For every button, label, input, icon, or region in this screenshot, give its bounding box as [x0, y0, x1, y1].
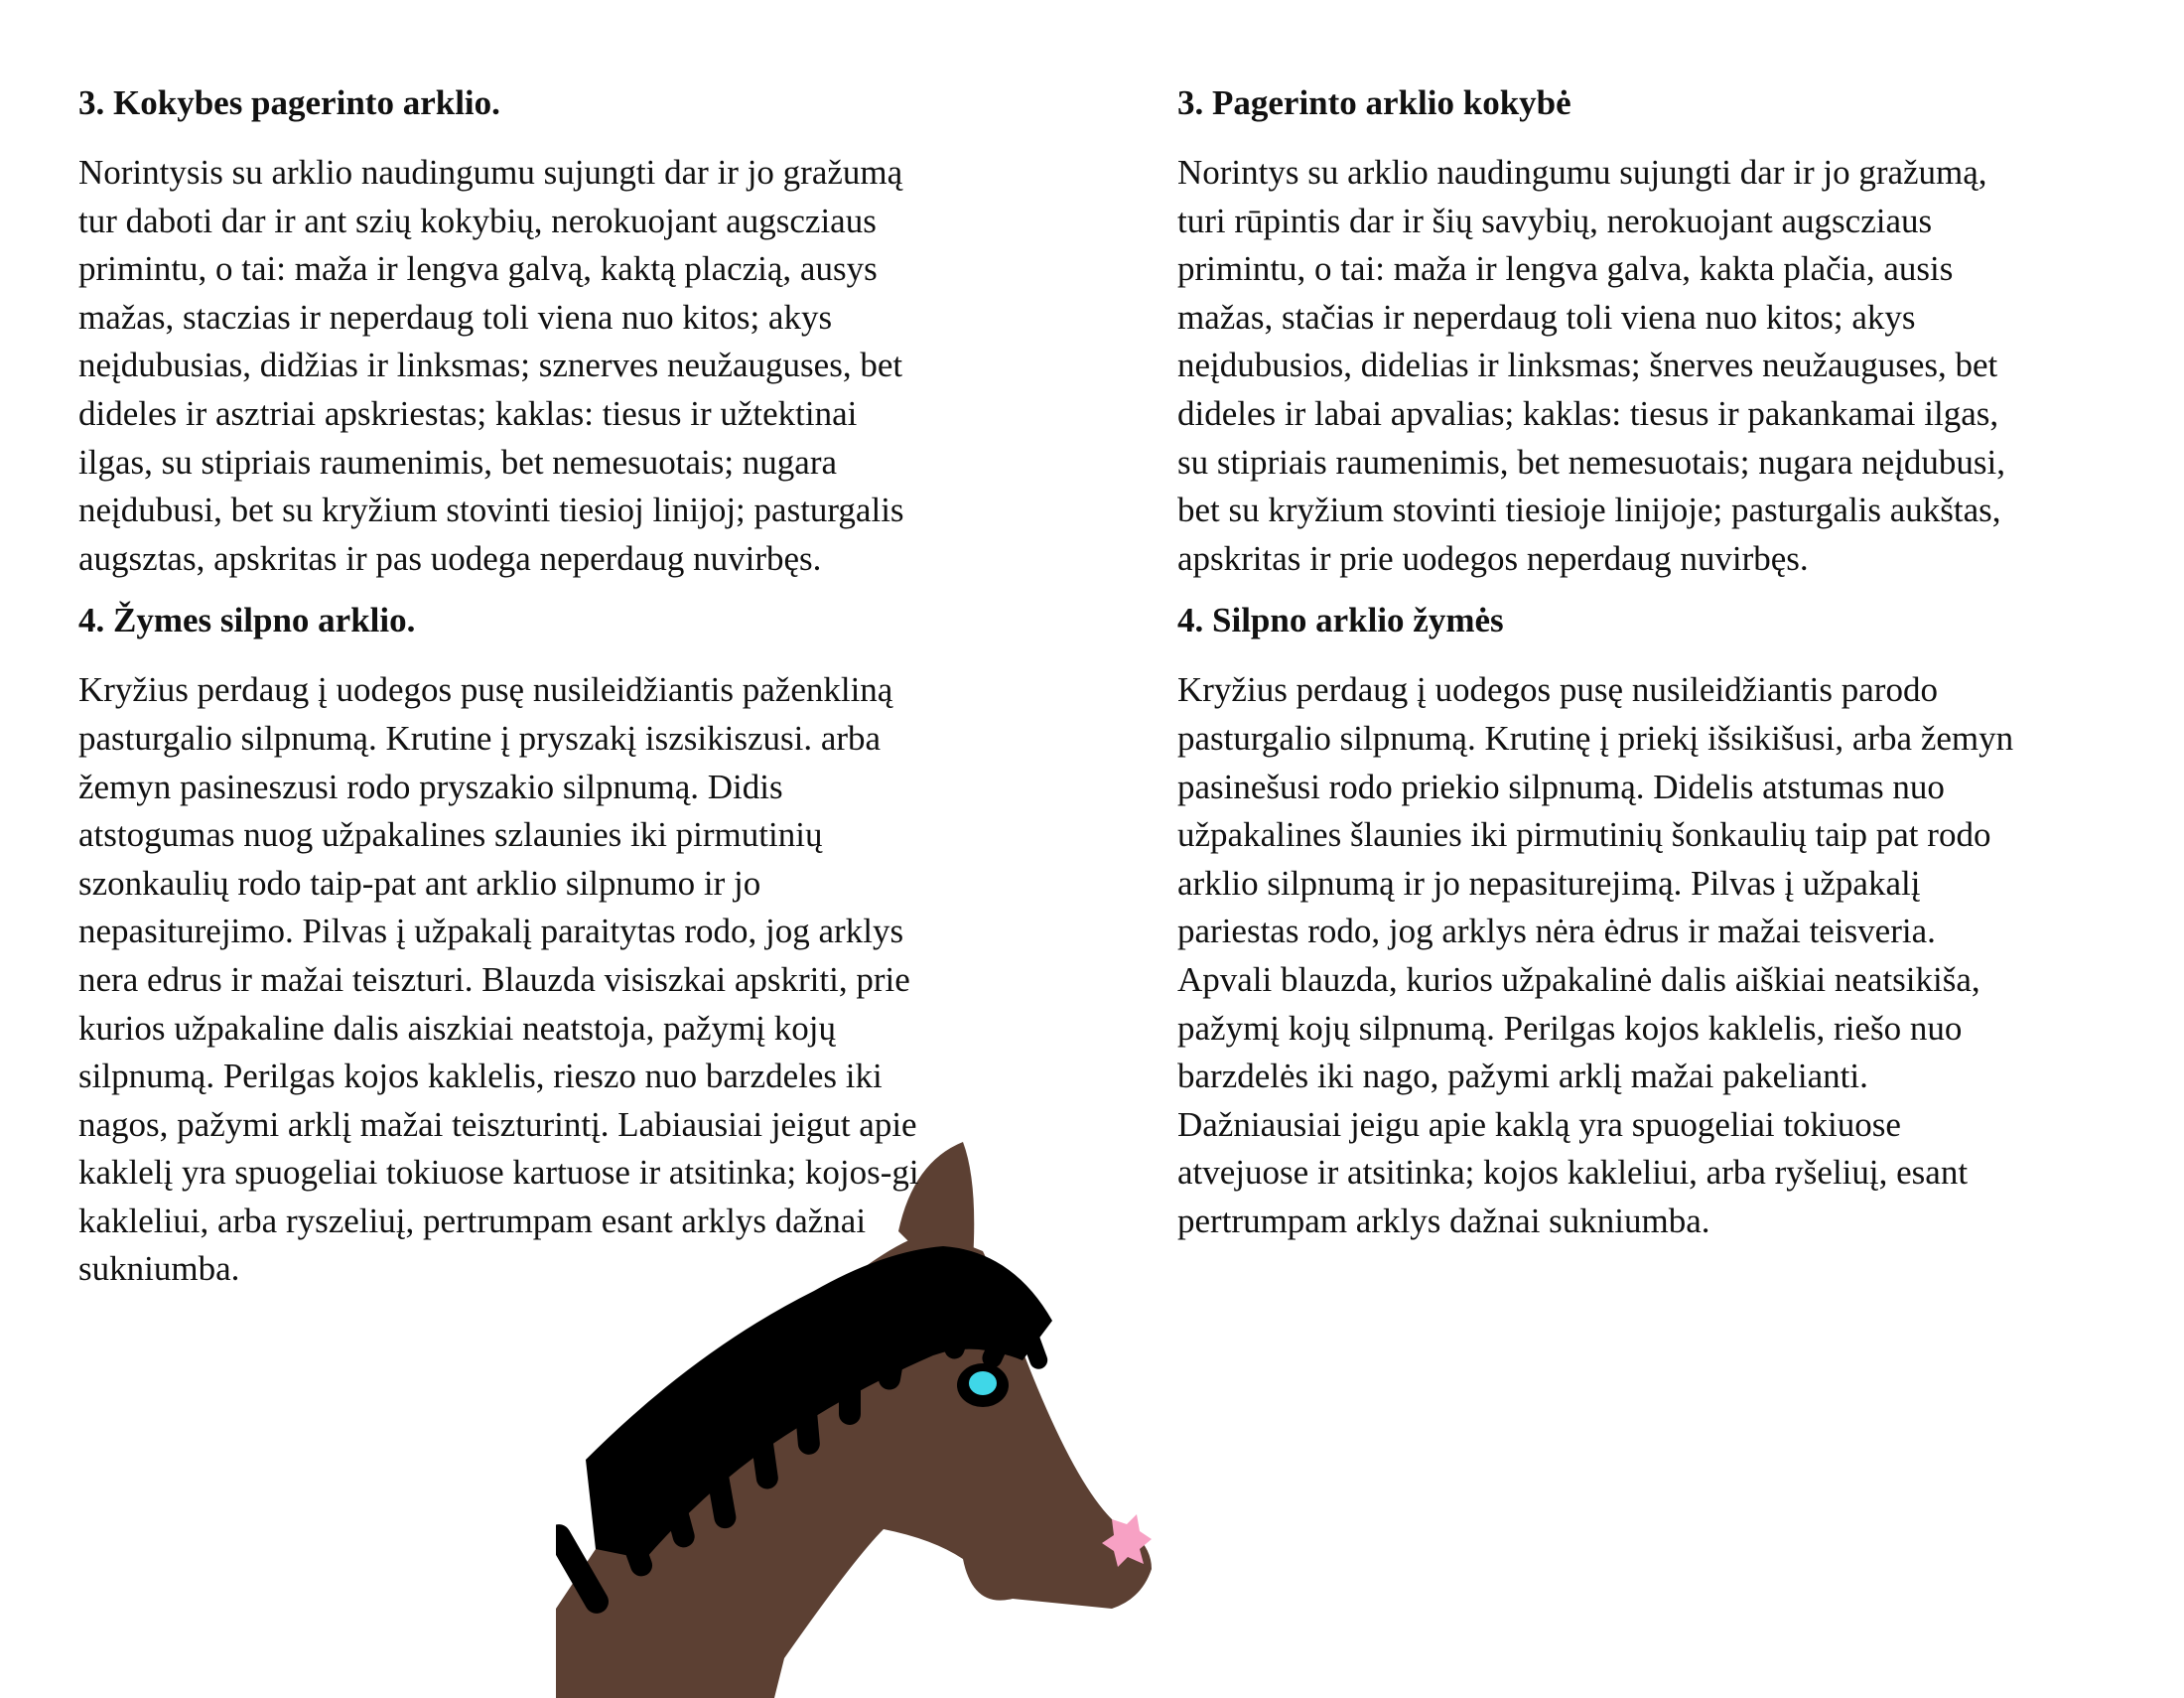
right-column [1177, 79, 2130, 1245]
text-line: pažymį kojų silpnumą. Perilgas kojos kaklelis, riešo nuo [1177, 1008, 1963, 1048]
text-line: nepasiturejimo. Pilvas į užpakalį paraitytas rodo, jog arklys [78, 912, 904, 951]
text-line: apskritas ir prie uodegos neperdaug nuvirbęs. [1177, 538, 1809, 578]
text-line: ilgas, su stipriais raumenimis, bet nemesuotais; nugara [78, 442, 838, 482]
text-line: pasturgalio silpnumą. Krutine į pryszakį iszsikiszusi. arba [78, 718, 882, 758]
text-line: mažas, stačias ir neperdaug toli viena nuo kitos; akys [1177, 297, 1916, 337]
text-line: primintu, o tai: maža ir lengva galva, kakta plačia, ausis [1177, 249, 1954, 289]
text-line: neįdubusi, bet su kryžium stovinti tiesioj linijoj; pasturgalis [78, 491, 904, 530]
text-line: Kryžius perdaug į uodegos pusę nusileidžiantis parodo [1177, 670, 1938, 710]
left-section-4-heading: 4. Žymes silpno arklio. [78, 601, 416, 640]
text-line: Apvali blauzda, kurios užpakalinė dalis aiškiai neatsikiša, [1177, 959, 1980, 999]
text-line: žemyn pasineszusi rodo pryszakio silpnumą. Didis [78, 767, 783, 806]
text-line: dideles ir asztriai apskriestas; kaklas: tiesus ir užtektinai [78, 393, 858, 433]
text-line: nera edrus ir mažai teiszturi. Blauzda visiszkai apskriti, prie [78, 959, 910, 999]
left-section-3-heading: 3. Kokybes pagerinto arklio. [78, 83, 500, 122]
text-line: augsztas, apskritas ir pas uodega neperdaug nuvirbęs. [78, 538, 822, 578]
text-line: neįdubusios, didelias ir linksmas; šnerves neužauguses, bet [1177, 346, 1998, 385]
right-section-3-paragraph [1177, 149, 2130, 583]
text-line: pertrumpam arklys dažnai sukniumba. [1177, 1201, 1710, 1240]
text-line: arklio silpnumą ir jo nepasiturejimą. Pilvas į užpakalį [1177, 863, 1921, 903]
text-line: bet su kryžium stovinti tiesioje linijoje; pasturgalis aukštas, [1177, 491, 2001, 530]
text-line: atvejuose ir atsitinka; kojos kakleliui, arba ryšeliuį, esant [1177, 1153, 1969, 1193]
text-line: barzdelės iki nago, pažymi arklį mažai pakelianti. [1177, 1057, 1868, 1096]
right-section-4-heading: 4. Silpno arklio žymės [1177, 601, 1504, 640]
text-line: neįdubusias, didžias ir linksmas; sznerves neužauguses, bet [78, 346, 903, 385]
text-line: primintu, o tai: maža ir lengva galvą, kaktą placzią, ausys [78, 249, 878, 289]
text-line: su stipriais raumenimis, bet nemesuotais; nugara neįdubusi, [1177, 442, 2006, 482]
text-line: pariestas rodo, jog arklys nėra ėdrus ir mažai teisveria. [1177, 912, 1936, 951]
text-line: mažas, staczias ir neperdaug toli viena nuo kitos; akys [78, 297, 833, 337]
text-line: szonkaulių rodo taip-pat ant arklio silpnumo ir jo [78, 863, 761, 903]
text-line: Dažniausiai jeigu apie kaklą yra spuogeliai tokiuose [1177, 1104, 1901, 1144]
horse-eye-iris [969, 1371, 997, 1395]
text-line: Norintys su arklio naudingumu sujungti dar ir jo gražumą, [1177, 153, 1987, 192]
text-line: pasinešusi rodo priekio silpnumą. Didelis atstumas nuo [1177, 767, 1945, 806]
text-line: tur daboti dar ir ant szių kokybių, nerokuojant augscziaus [78, 201, 877, 240]
text-line: nagos, pažymi arklį mažai teiszturintį. Labiausiai jeigut apie [78, 1104, 917, 1144]
text-line: kakleliui, arba ryszeliuį, pertrumpam esant arklys dažnai [78, 1201, 867, 1240]
text-line: užpakalines šlaunies iki pirmutinių šonkaulių taip pat rodo [1177, 815, 1991, 855]
text-line: dideles ir labai apvalias; kaklas: tiesus ir pakankamai ilgas, [1177, 393, 1999, 433]
left-section-3-paragraph [78, 149, 1031, 583]
text-line: silpnumą. Perilgas kojos kaklelis, rieszo nuo barzdeles iki [78, 1057, 883, 1096]
text-line: kurios užpakaline dalis aiszkiai neatstoja, pažymį kojų [78, 1008, 836, 1048]
text-line: atstogumas nuog užpakalines szlaunies iki pirmutinių [78, 815, 823, 855]
left-column [78, 79, 1031, 1294]
right-section-4-paragraph [1177, 666, 2130, 1245]
text-line: Kryžius perdaug į uodegos pusę nusileidžiantis paženkliną [78, 670, 893, 710]
right-section-3-heading: 3. Pagerinto arklio kokybė [1177, 83, 1571, 122]
text-line: pasturgalio silpnumą. Krutinę į priekį išsikišusi, arba žemyn [1177, 718, 2014, 758]
text-line: sukniumba. [78, 1249, 240, 1289]
left-section-4-paragraph [78, 666, 1031, 1294]
text-line: turi rūpintis dar ir šių savybių, nerokuojant augscziaus [1177, 201, 1933, 240]
text-line: Norintysis su arklio naudingumu sujungti dar ir jo gražumą [78, 153, 903, 192]
text-line: kaklelį yra spuogeliai tokiuose kartuose ir atsitinka; kojos-gi [78, 1153, 919, 1193]
